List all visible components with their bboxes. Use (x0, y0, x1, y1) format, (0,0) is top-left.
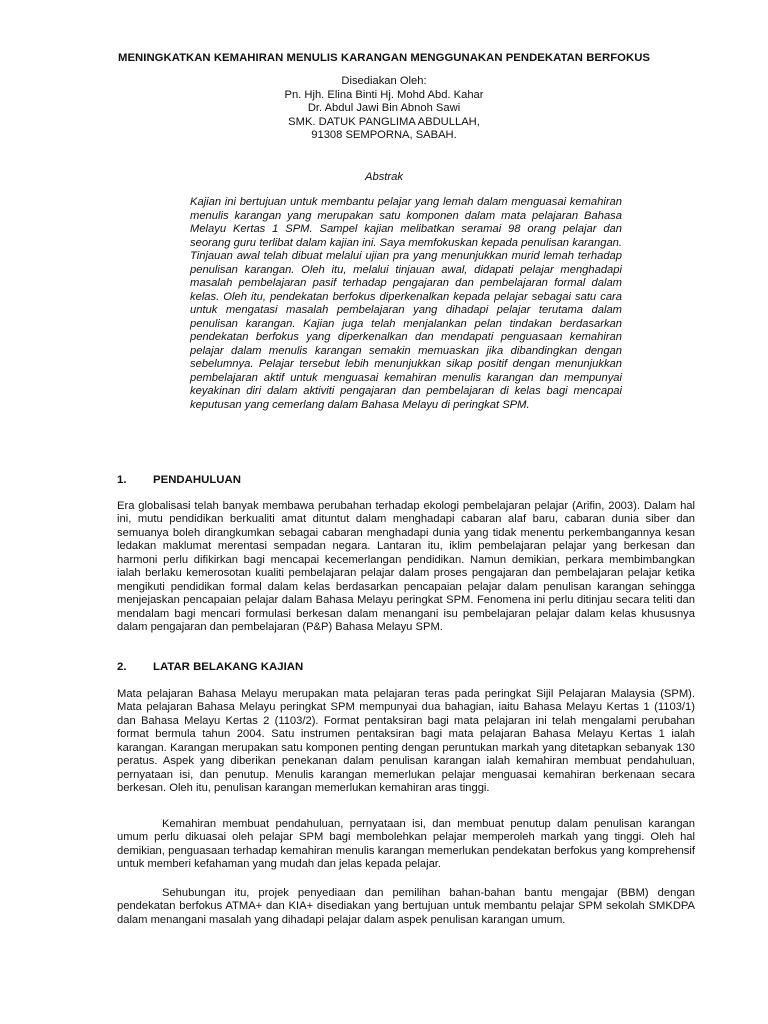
body-paragraph: Era globalisasi telah banyak membawa perubahan terhadap ekologi pembelajaran pelajar (Arifin, 2003). Dalam hal ini, mutu pendidikan berkualiti amat dituntut dalam menghadapi cabaran alaf baru, cabaran dunia siber dan semuanya boleh dirangkumkan sebagai cabaran menghadapi dunia yang tidak menentu perkembangannya kesan ledakan maklumat merentasi sempadan negara. Lantaran itu, iklim pembelajaran pelajar yang berkesan dan harmoni perlu difikirkan bagi mencapai kecemerlangan pendidikan. Namun demikian, perkara membimbangkan ialah berlaku kemerosotan kualiti pembelajaran pelajar dalam proses pengajaran dan pembelajaran pelajar ketika mengikuti pendidikan formal dalam kelas berdasarkan pencapaian pelajar dalam penulisan karangan sehingga menjejaskan pencapaian pelajar dalam Bahasa Melayu peringkat SPM. Fenomena ini perlu ditinjau secara teliti dan mendalam bagi mencari formulasi berkesan dalam menangani isu pembelajaran pelajar dalam kelas khususnya dalam pengajaran dan pembelajaran (P&P) Bahasa Melayu SPM. (117, 500, 695, 634)
section-title: PENDAHULUAN (153, 474, 241, 486)
school-name: SMK. DATUK PANGLIMA ABDULLAH, (288, 115, 480, 128)
body-paragraph: Sehubungan itu, projek penyediaan dan pemilihan bahan-bahan bantu mengajar (BBM) dengan pendekatan berfokus ATMA+ dan KIA+ disediakan yang bertujuan untuk membantu pelajar SPM sekolah SMKDPA dalam menangani masalah yang dihadapi pelajar dalam aspek penulisan karangan umum. (117, 887, 695, 926)
body-paragraph: Kemahiran membuat pendahuluan, pernyataan isi, dan membuat penutup dalam penulisan karangan umum perlu dikuasai oleh pelajar SPM bagi membolehkan pelajar memperoleh markah yang tinggi. Oleh hal demikian, penguasaan terhadap kemahiran menulis karangan memerlukan pendekatan berfokus yang komprehensif untuk memberi kefahaman yang mudah dan jelas kepada pelajar. (117, 818, 695, 871)
section-title: LATAR BELAKANG KAJIAN (153, 661, 304, 673)
section-number: 1. (117, 474, 127, 486)
section-heading-latar-belakang (117, 661, 303, 674)
school-address: 91308 SEMPORNA, SABAH. (311, 129, 457, 142)
author-block (100, 75, 668, 143)
abstract-body: Kajian ini bertujuan untuk membantu pelajar yang lemah dalam menguasai kemahiran menulis karangan yang merupakan satu komponen dalam mata pelajaran Bahasa Melayu Kertas 1 SPM. Sampel kajian melibatkan seramai 98 orang pelajar dan seorang guru terlibat dalam kajian ini. Saya memfokuskan kepada penulisan karangan. Tinjauan awal telah dibuat melalui ujian pra yang menunjukkan murid lemah terhadap penulisan karangan. Oleh itu, melalui tinjauan awal, didapati pelajar menghadapi masalah pembelajaran pasif terhadap pengajaran dan pembelajaran formal dalam kelas. Oleh itu, pendekatan berfokus diperkenalkan kepada pelajar sebagai satu cara untuk mengatasi masalah pembelajaran yang dihadapi pelajar terutama dalam penulisan karangan. Kajian juga telah menjalankan pelan tindakan berdasarkan pendekatan berfokus yang diperkenalkan dan mendapati penguasaan kemahiran pelajar dalam menulis karangan semakin memuaskan jika dibandingkan dengan sebelumnya. Pelajar tersebut lebih menunjukkan sikap positif dengan menunjukkan pembelajaran aktif untuk menguasai kemahiran menulis karangan dan mempunyai keyakinan diri dalam aktiviti pengajaran dan pembelajaran di kelas bagi mencapai keputusan yang cemerlang dalam Bahasa Melayu di peringkat SPM. (190, 196, 622, 411)
body-paragraph: Mata pelajaran Bahasa Melayu merupakan mata pelajaran teras pada peringkat Sijil Pelajaran Malaysia (SPM). Mata pelajaran Bahasa Melayu peringkat SPM mempunyai dua bahagian, iaitu Bahasa Melayu Kertas 1 (1103/1) dan Bahasa Melayu Kertas 2 (1103/2). Format pentaksiran bagi mata pelajaran ini telah mengalami perubahan format bermula tahun 2004. Satu instrumen pentaksiran bagi mata pelajaran Bahasa Melayu Kertas 1 ialah karangan. Karangan merupakan satu komponen penting dengan peruntukan markah yang ditetapkan sebanyak 130 peratus. Aspek yang diberikan penekanan dalam penulisan karangan ialah kemahiran membuat pendahuluan, pernyataan isi, dan penutup. Menulis karangan memerlukan pelajar menguasai kemahiran berkenaan secara berkesan. Oleh itu, penulisan karangan memerlukan kemahiran aras tinggi. (117, 688, 695, 795)
author-name: Dr. Abdul Jawi Bin Abnoh Sawi (307, 102, 461, 115)
section-heading-pendahuluan (117, 474, 241, 487)
section-number: 2. (117, 661, 127, 673)
author-name: Pn. Hjh. Elina Binti Hj. Mohd Abd. Kahar (284, 88, 484, 101)
paper-title: MENINGKATKAN KEMAHIRAN MENULIS KARANGAN MENGGUNAKAN PENDEKATAN BERFOKUS (118, 52, 650, 64)
abstract-heading: Abstrak (365, 171, 403, 183)
prepared-by-label: Disediakan Oleh: (341, 75, 427, 87)
